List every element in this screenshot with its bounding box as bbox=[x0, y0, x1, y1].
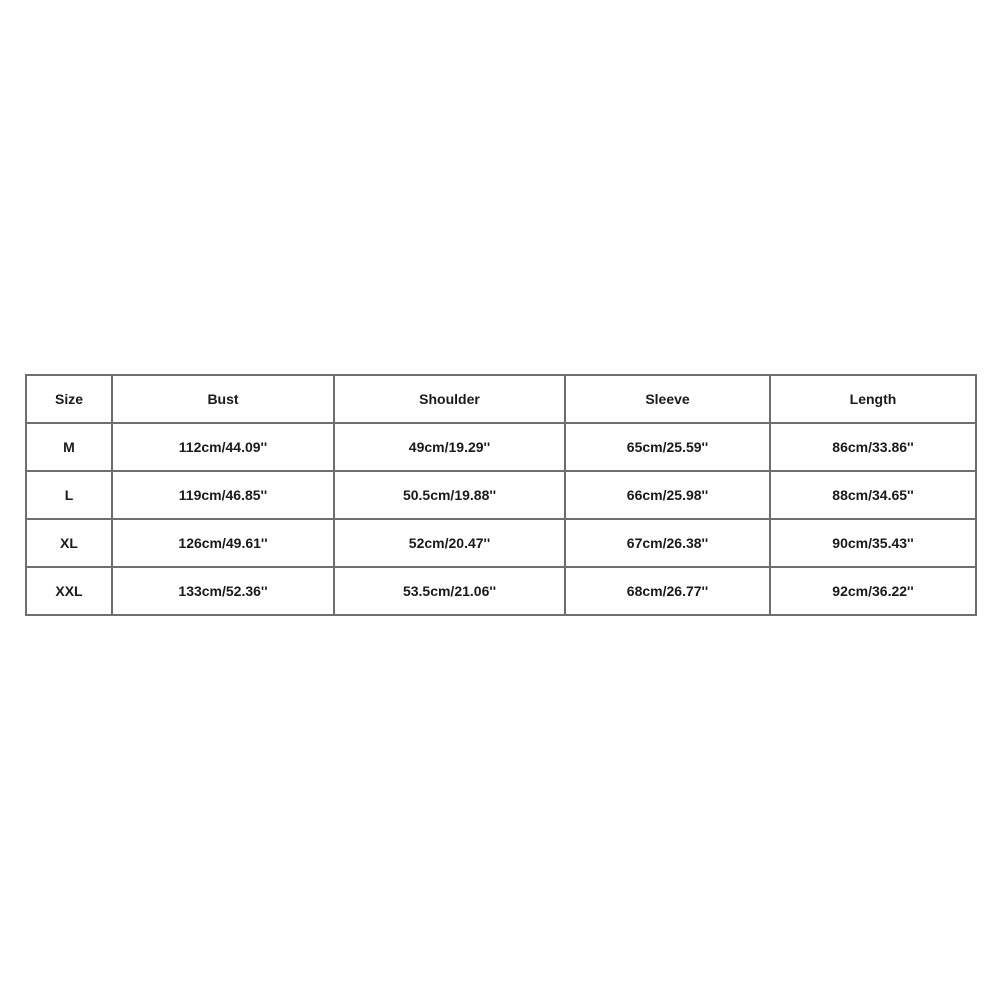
cell-size: M bbox=[26, 423, 112, 471]
cell-size: L bbox=[26, 471, 112, 519]
header-sleeve: Sleeve bbox=[565, 375, 770, 423]
table-row bbox=[26, 471, 976, 519]
cell-shoulder: 52cm/20.47'' bbox=[334, 519, 565, 567]
cell-shoulder: 50.5cm/19.88'' bbox=[334, 471, 565, 519]
header-size: Size bbox=[26, 375, 112, 423]
table-row bbox=[26, 519, 976, 567]
cell-sleeve: 67cm/26.38'' bbox=[565, 519, 770, 567]
table-row bbox=[26, 423, 976, 471]
cell-sleeve: 65cm/25.59'' bbox=[565, 423, 770, 471]
cell-bust: 119cm/46.85'' bbox=[112, 471, 334, 519]
cell-length: 88cm/34.65'' bbox=[770, 471, 976, 519]
header-shoulder: Shoulder bbox=[334, 375, 565, 423]
header-bust: Bust bbox=[112, 375, 334, 423]
table-row bbox=[26, 567, 976, 615]
cell-shoulder: 53.5cm/21.06'' bbox=[334, 567, 565, 615]
header-length: Length bbox=[770, 375, 976, 423]
cell-bust: 112cm/44.09'' bbox=[112, 423, 334, 471]
size-chart-table bbox=[25, 374, 977, 616]
table-header-row bbox=[26, 375, 976, 423]
cell-length: 90cm/35.43'' bbox=[770, 519, 976, 567]
cell-size: XL bbox=[26, 519, 112, 567]
cell-sleeve: 68cm/26.77'' bbox=[565, 567, 770, 615]
cell-length: 86cm/33.86'' bbox=[770, 423, 976, 471]
cell-size: XXL bbox=[26, 567, 112, 615]
cell-bust: 126cm/49.61'' bbox=[112, 519, 334, 567]
cell-length: 92cm/36.22'' bbox=[770, 567, 976, 615]
cell-bust: 133cm/52.36'' bbox=[112, 567, 334, 615]
cell-shoulder: 49cm/19.29'' bbox=[334, 423, 565, 471]
cell-sleeve: 66cm/25.98'' bbox=[565, 471, 770, 519]
